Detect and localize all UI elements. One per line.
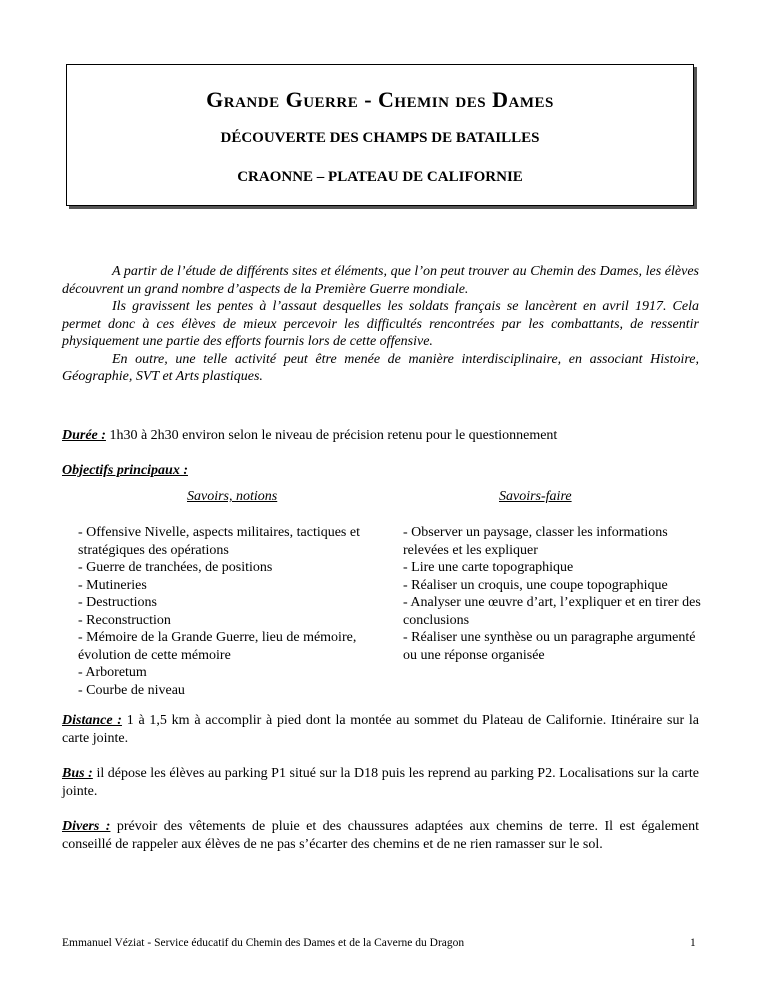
intro-paragraph: En outre, une telle activité peut être menée de manière interdisciplinaire, en associant Histoire, Géographie, SVT et Arts plastiques. [62, 351, 699, 384]
list-item: - Arboretum [78, 665, 147, 680]
duree-text: 1h30 à 2h30 environ selon le niveau de précision retenu pour le questionnement [105, 428, 558, 443]
distance-section [62, 712, 699, 747]
savoirs-list [78, 524, 398, 699]
document-location: CRAONNE – PLATEAU DE CALIFORNIE [237, 169, 523, 185]
savoirs-faire-heading: Savoirs-faire [499, 489, 572, 504]
document-title: Grande Guerre - Chemin des Dames [206, 87, 554, 112]
list-item: - Offensive Nivelle, aspects militaires, tactiques et stratégiques des opérations [78, 525, 360, 558]
page-number: 1 [690, 937, 696, 949]
duree-section [62, 427, 699, 445]
list-item: - Réaliser un croquis, une coupe topographique [403, 577, 668, 593]
bus-section [62, 765, 699, 800]
objectifs-label: Objectifs principaux : [62, 463, 188, 478]
document-subtitle: DÉCOUVERTE DES CHAMPS DE BATAILLES [220, 130, 540, 146]
list-item: - Guerre de tranchées, de positions [78, 560, 273, 575]
bus-label: Bus : [62, 766, 93, 781]
intro-text [62, 263, 699, 386]
intro-paragraph: Ils gravissent les pentes à l’assaut desquelles les soldats français se lancèrent en avril 1917. Cela permet donc à ces élèves de mieux percevoir les difficultés rencontrées par les combattants, de ressentir physiquement une partie des efforts fournis lors de cette offensive. [62, 299, 699, 349]
list-item: - Mémoire de la Grande Guerre, lieu de mémoire, évolution de cette mémoire [78, 630, 357, 663]
intro-paragraph: A partir de l’étude de différents sites et éléments, que l’on peut trouver au Chemin des Dames, les élèves découvrent un grand nombre d’aspects de la Première Guerre mondiale. [62, 264, 699, 297]
list-item: - Courbe de niveau [78, 682, 185, 698]
divers-section [62, 818, 699, 853]
distance-text: 1 à 1,5 km à accomplir à pied dont la montée au sommet du Plateau de Californie. Itinéraire sur la carte jointe. [62, 713, 699, 746]
list-item: - Analyser une œuvre d’art, l’expliquer et en tirer des conclusions [403, 595, 701, 628]
list-item: - Destructions [78, 595, 157, 610]
title-box [66, 64, 694, 206]
list-item: - Observer un paysage, classer les informations relevées et les expliquer [403, 525, 668, 558]
objectifs-heading [62, 462, 699, 480]
footer-text: Emmanuel Véziat - Service éducatif du Chemin des Dames et de la Caverne du Dragon [62, 937, 465, 949]
list-item: - Réaliser une synthèse ou un paragraphe argumenté ou une réponse organisée [403, 630, 696, 663]
savoirs-faire-list [403, 524, 703, 664]
distance-label: Distance : [62, 713, 122, 728]
divers-text: prévoir des vêtements de pluie et des chaussures adaptées aux chemins de terre. Il est également conseillé de rappeler aux élèves de ne pas s’écarter des chemins et de ne rien ramasser sur le sol. [62, 819, 699, 852]
list-item: - Reconstruction [78, 612, 171, 628]
savoirs-heading: Savoirs, notions [187, 489, 278, 504]
divers-label: Divers : [62, 819, 111, 834]
list-item: - Lire une carte topographique [403, 560, 574, 575]
duree-label: Durée : [62, 428, 106, 443]
bus-text: il dépose les élèves au parking P1 situé sur la D18 puis les reprend au parking P2. Localisations sur la carte jointe. [62, 766, 700, 799]
list-item: - Mutineries [78, 577, 147, 593]
